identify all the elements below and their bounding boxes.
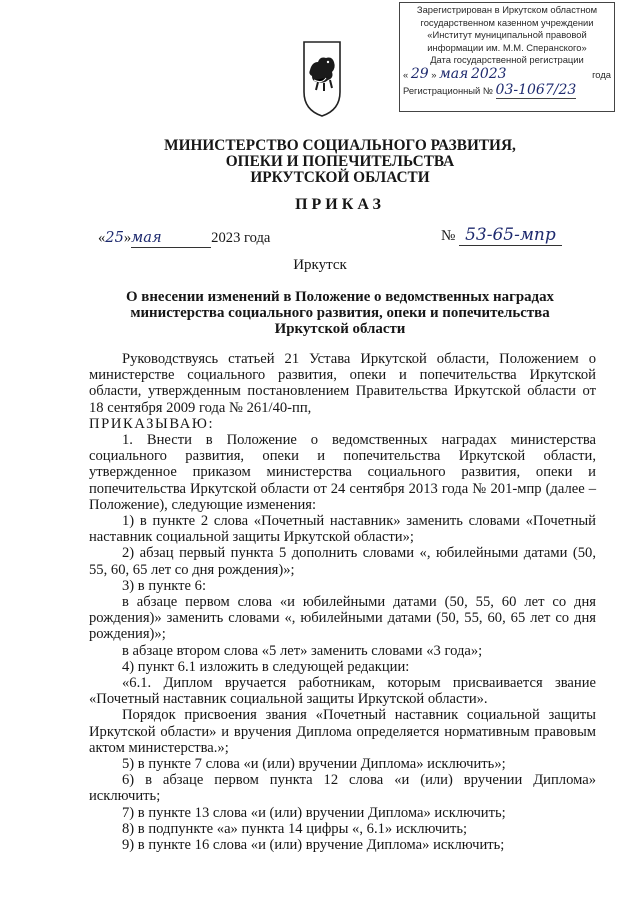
ministry-header-line-2: ОПЕКИ И ПОПЕЧИТЕЛЬСТВА	[225, 153, 455, 170]
paragraph-1-4-a: «6.1. Диплом вручается работникам, которым присваивается звание «Почетный наставник социальной защиты Иркутской области».	[89, 675, 596, 708]
date-month-underline	[131, 229, 211, 248]
paragraph-1-8: 8) в подпункте «а» пункта 14 цифры «, 6.1» исключить;	[122, 820, 468, 837]
stamp-date-line	[403, 65, 611, 82]
stamp-date-open: «	[403, 68, 409, 80]
paragraph-1: 1. Внести в Положение о ведомственных наградах министерства социального развития, опеки и попечительства Иркутской области, утвержденное приказом министерства социального развития, опеки и попечительства Иркутской области от 24 сентября 2013 года № 201-мпр (далее – Положение), следующие изменения:	[89, 432, 596, 513]
stamp-line: информации им. М.М. Сперанского»	[427, 41, 587, 53]
paragraph-1-4-b: Порядок присвоения звания «Почетный наставник социальной защиты Иркутской области» и вручения Диплома определяется нормативным правовым актом министерства.»;	[89, 707, 596, 756]
stamp-reg-number: 03-1067/23	[495, 81, 577, 98]
order-date	[98, 229, 270, 248]
date-day: 25	[105, 229, 124, 246]
order-subject	[120, 289, 560, 337]
paragraph-1-6: 6) в абзаце первом пункта 12 слова «и (или) вручении Диплома» исключить;	[89, 772, 596, 805]
order-body	[89, 351, 596, 853]
ministry-header-line-3: ИРКУТСКОЙ ОБЛАСТИ	[250, 169, 430, 186]
number-label: №	[441, 228, 456, 244]
date-open-quote: «	[98, 230, 106, 246]
date-month: мая	[131, 229, 162, 246]
stamp-date-mid: »	[431, 68, 437, 80]
order-command: ПРИКАЗЫВАЮ:	[89, 415, 215, 432]
paragraph-1-3-b: в абзаце втором слова «5 лет» заменить словами «3 года»;	[122, 642, 483, 659]
city-name: Иркутск	[293, 257, 347, 273]
stamp-reg-line	[403, 81, 611, 98]
registration-stamp	[399, 2, 615, 112]
intro-paragraph: Руководствуясь статьей 21 Устава Иркутской области, Положением о министерстве социального развития, опеки и попечительства Иркутской области, утвержденным постановлением Правительства Иркутской области от 18 сентября 2009 года № 261/40-пп,	[89, 351, 596, 416]
stamp-date-suffix: года	[592, 68, 611, 80]
order-title: ПРИКАЗ	[295, 196, 385, 213]
date-year: 2023 года	[211, 230, 271, 246]
paragraph-1-2: 2) абзац первый пункта 5 дополнить словами «, юбилейными датами (50, 55, 60, 65 лет со дня рождения)»;	[89, 545, 596, 578]
stamp-line: Зарегистрирован в Иркутском областном	[416, 4, 598, 15]
subject-line-1: О внесении изменений в Положение о ведомственных наградах	[126, 289, 554, 305]
stamp-date-day: 29	[410, 65, 429, 82]
subject-line-3: Иркутской области	[274, 321, 406, 337]
paragraph-1-1: 1) в пункте 2 слова «Почетный наставник» заменить словами «Почетный наставник социальной защиты Иркутской области»;	[89, 513, 596, 546]
paragraph-1-7: 7) в пункте 13 слова «и (или) вручении Диплома» исключить;	[122, 804, 506, 821]
coat-of-arms-emblem	[302, 40, 342, 118]
ministry-header-line-1: МИНИСТЕРСТВО СОЦИАЛЬНОГО РАЗВИТИЯ,	[164, 137, 516, 154]
paragraph-1-9: 9) в пункте 16 слова «и (или) вручение Диплома» исключить;	[122, 837, 505, 854]
paragraph-1-4: 4) пункт 6.1 изложить в следующей редакции:	[122, 658, 410, 675]
paragraph-1-3: 3) в пункте 6:	[122, 577, 207, 594]
stamp-date-year: 2023	[470, 65, 507, 82]
stamp-line: Дата государственной регистрации	[430, 54, 584, 66]
stamp-line: государственном казенном учреждении	[420, 16, 594, 28]
stamp-reg-label: Регистрационный №	[403, 84, 493, 96]
order-number	[441, 225, 562, 245]
paragraph-1-5: 5) в пункте 7 слова «и (или) вручении Диплома» исключить»;	[122, 756, 506, 773]
date-close-quote: »	[123, 230, 132, 246]
stamp-date-month: мая	[439, 65, 469, 82]
paragraph-1-3-a: в абзаце первом слова «и юбилейными датами (50, 55, 60 лет со дня рождения)» заменить словами «, юбилейными датами (50, 55, 60, 65 лет со дня рождения)»;	[89, 594, 596, 643]
subject-line-2: министерства социального развития, опеки и попечительства	[130, 305, 550, 321]
number-value: 53-65-мпр	[459, 225, 562, 246]
stamp-line: «Институт муниципальной правовой	[427, 29, 587, 41]
